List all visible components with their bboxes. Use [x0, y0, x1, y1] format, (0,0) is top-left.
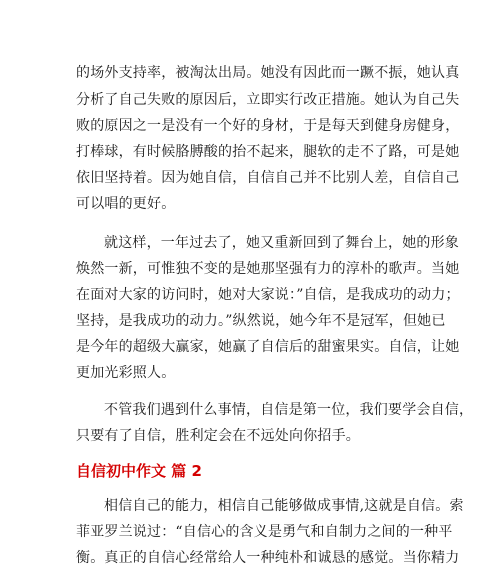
paragraph-2-line-6: 更加光彩照人。 [76, 365, 176, 381]
paragraph-1-line-3: 败的原因之一是没有一个好的身材，于是每天到健身房健身， [76, 118, 460, 134]
paragraph-2-line-1: 就这样，一年过去了，她又重新回到了舞台上，她的形象 [104, 235, 459, 251]
paragraph-2-line-5: 是今年的超级大赢家，她赢了自信后的甜蜜果实。自信，让她 [76, 339, 460, 355]
section-heading: 自信初中作文 篇 2 [76, 462, 202, 480]
paragraph-1-line-6: 可以唱的更好。 [76, 196, 176, 212]
paragraph-2-line-4: 坚持，是我成功的动力。”纵然说，她今年不是冠军，但她已 [76, 313, 446, 329]
paragraph-4-line-3: 衡。真正的自信心经常给人一种纯朴和诚恳的感觉。当你精力 [76, 550, 460, 566]
paragraph-4-line-1: 相信自己的能力，相信自己能够做成事情,这就是自信。索 [104, 498, 464, 514]
paragraph-1-line-4: 打棒球，有时候胳膊酸的抬不起来，腿软的走不了路，可是她 [76, 144, 460, 160]
paragraph-1-line-2: 分析了自己失败的原因后，立即实行改正措施。她认为自己失 [76, 92, 460, 108]
paragraph-3-line-1: 不管我们遇到什么事情，自信是第一位，我们要学会自信， [104, 402, 474, 418]
paragraph-4-line-2: 菲亚罗兰说过：“自信心的含义是勇气和自制力之间的一种平 [76, 524, 453, 540]
paragraph-1-line-5: 依旧坚持着。因为她自信，自信自己并不比别人差，自信自己 [76, 170, 460, 186]
paragraph-3-line-2: 只要有了自信，胜利定会在不远处向你招手。 [76, 428, 360, 444]
paragraph-2-line-2: 焕然一新，可惟独不变的是她那坚强有力的淳朴的歌声。当她 [76, 261, 460, 277]
paragraph-1-line-1: 的场外支持率，被淘汰出局。她没有因此而一蹶不振，她认真 [76, 65, 460, 81]
paragraph-2-line-3: 在面对大家的访问时，她对大家说：”自信，是我成功的动力； [76, 287, 460, 303]
